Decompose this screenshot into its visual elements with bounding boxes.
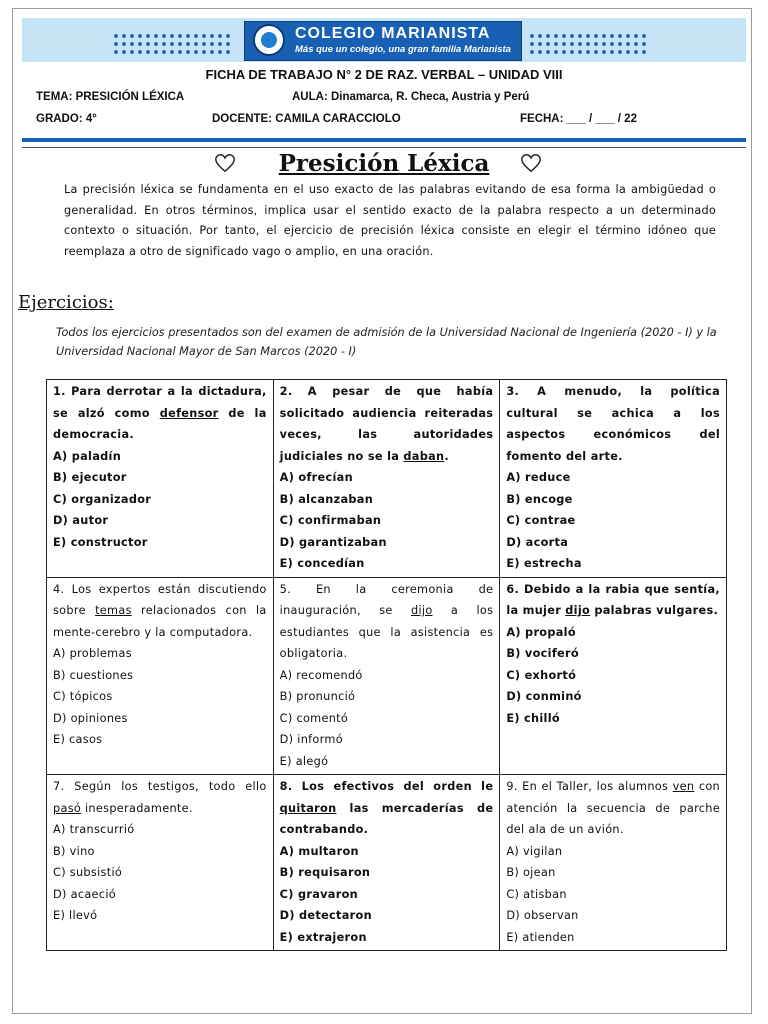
section-heading: Ejercicios: [18,292,114,313]
exercise-cell [47,380,274,578]
answer-option: A) propaló [506,625,576,639]
answer-option: C) organizador [53,492,152,506]
answer-option: B) vino [53,844,95,858]
answer-option: E) estrecha [506,557,582,570]
document-title: Presición Léxica [278,150,490,177]
answer-option: E) atienden [506,930,575,944]
target-word: dijo [565,604,591,617]
answer-option: B) cuestiones [53,668,134,682]
answer-option: E) llevó [53,909,98,922]
info-aula: AULA: Dinamarca, R. Checa, Austria y Perú [292,91,530,103]
answer-option: B) vociferó [506,647,579,660]
question-text: 4. Los expertos están discutiendo sobre [53,582,267,617]
exercise-cell [47,775,274,951]
answer-option: B) requisaron [279,866,371,879]
question-text: palabras vulgares. [590,604,719,617]
decorative-dots-left [112,32,232,56]
info-tema: TEMA: PRESICIÓN LÉXICA [36,91,185,103]
exercise-cell [500,380,727,578]
exercise-question [53,579,267,644]
answer-option: C) confirmaban [279,514,382,527]
school-motto: Más que un colegio, una gran familia Marianista [295,44,511,55]
answer-option: C) exhortó [506,668,577,682]
intro-paragraph: La precisión léxica se fundamenta en el uso exacto de las palabras evitando de esa forma la ambigüedad o generalidad. En otros términos, implica usar el sentido exacto de la palabra respecto a un determinado contexto o situación. Por tanto, el ejercicio de precisión léxica consiste en elegir el término idóneo que reemplaza a otro de significado vago o amplio, en una oración. [64,183,716,258]
answer-option: E) casos [53,733,103,746]
school-emblem-icon [253,24,285,56]
answer-option: D) detectaron [279,909,372,922]
answer-option: B) ojean [506,866,556,879]
answer-option: B) pronunció [279,690,356,703]
question-text: 8. Los efectivos del orden le [279,780,494,793]
exercise-question [280,776,494,841]
answer-option: A) recomendó [279,668,363,682]
target-word: quitaron [279,801,337,815]
question-text: de la democracia. [53,406,267,441]
exercise-question [506,579,720,622]
answer-option: E) extrajeron [279,930,367,944]
school-name: COLEGIO MARIANISTA [295,25,491,42]
heart-outline-icon [520,152,542,174]
answer-option: C) contrae [506,514,576,527]
answer-option: A) multaron [279,844,359,858]
target-word: dijo [410,604,433,617]
target-word: ven [672,780,695,793]
question-text: 1. Para derrotar a la dictadura, se alzó como [53,385,267,420]
answer-option: E) constructor [53,535,148,549]
answer-option: A) problemas [53,647,132,660]
target-word: temas [95,604,132,617]
answer-option: B) ejecutor [53,471,127,484]
answer-option: D) autor [53,514,109,527]
answer-option: A) paladín [53,449,122,463]
answer-option: D) observan [506,909,579,922]
answer-option: C) gravaron [279,887,358,901]
answer-option: C) subsistió [53,866,123,879]
question-text: inesperadamente. [81,801,193,815]
answer-option: D) conminó [506,690,582,703]
question-text: 6. Debido a la rabia que sentía, la mujer [506,582,720,617]
exercise-cell [500,775,727,951]
header-divider [22,138,746,142]
answer-option: E) alegó [279,754,329,768]
exercise-question [280,381,494,467]
exercise-cell [273,775,500,951]
answer-option: B) alcanzaban [279,492,374,506]
exercise-row [47,775,727,951]
question-text: . [444,449,449,463]
answer-option: D) opiniones [53,711,128,725]
answer-option: C) comentó [279,711,349,725]
question-text: relacionados con la mente-cerebro y la computadora. [53,604,267,639]
source-note: Todos los ejercicios presentados son del examen de admisión de la Universidad Nacional de Ingeniería (2020 - I) y la Universidad Nacional Mayor de San Marcos (2020 - I) [56,326,717,358]
question-text: 3. A menudo, la política cultural se achica a los aspectos económicos del fomento del arte. [506,385,720,463]
info-grado: GRADO: 4° [36,113,97,125]
answer-option: D) garantizaban [279,535,387,549]
exercise-question [53,776,267,819]
target-word: defensor [159,406,219,420]
answer-option: E) chilló [506,711,560,725]
exercises-table [46,379,727,951]
exercise-cell [47,577,274,775]
question-text: a los estudiantes que la asistencia es obligatoria. [279,604,494,660]
worksheet-title: FICHA DE TRABAJO N° 2 DE RAZ. VERBAL – UNIDAD VIII [205,67,563,82]
exercise-question [280,579,494,665]
target-word: pasó [53,801,82,815]
answer-option: D) acorta [506,535,569,549]
target-word: daban [403,449,445,463]
answer-option: D) acaeció [53,887,116,901]
exercise-cell [273,380,500,578]
header-divider-thin [22,147,746,148]
decorative-dots-right [528,32,648,56]
info-docente: DOCENTE: CAMILA CARACCIOLO [212,113,401,125]
question-text: las mercaderías de contrabando. [279,801,494,836]
question-text: 7. Según los testigos, todo ello [53,780,267,793]
question-text: con atención la secuencia de parche del ala de un avión. [506,780,720,836]
exercise-cell [273,577,500,775]
exercise-question [506,776,720,841]
school-logo [244,21,522,61]
exercise-question [506,381,720,467]
answer-option: A) vigilan [506,844,563,858]
exercise-question [53,381,267,446]
answer-option: C) atisban [506,887,567,901]
question-text: 9. En el Taller, los alumnos [506,780,673,793]
exercise-row [47,577,727,775]
info-fecha: FECHA: ___ / ___ / 22 [520,113,637,125]
exercise-cell [500,577,727,775]
answer-option: A) reduce [506,471,571,484]
answer-option: B) encoge [506,492,573,506]
answer-option: A) ofrecían [279,471,353,484]
answer-option: E) concedían [279,557,365,570]
answer-option: D) informó [279,733,343,746]
question-text: 2. A pesar de que había solicitado audiencia reiteradas veces, las autoridades judiciales no se la [279,385,494,463]
question-text: 5. En la ceremonia de inauguración, se [279,582,494,617]
answer-option: A) transcurrió [53,823,135,836]
answer-option: C) tópicos [53,690,113,703]
exercise-row [47,380,727,578]
